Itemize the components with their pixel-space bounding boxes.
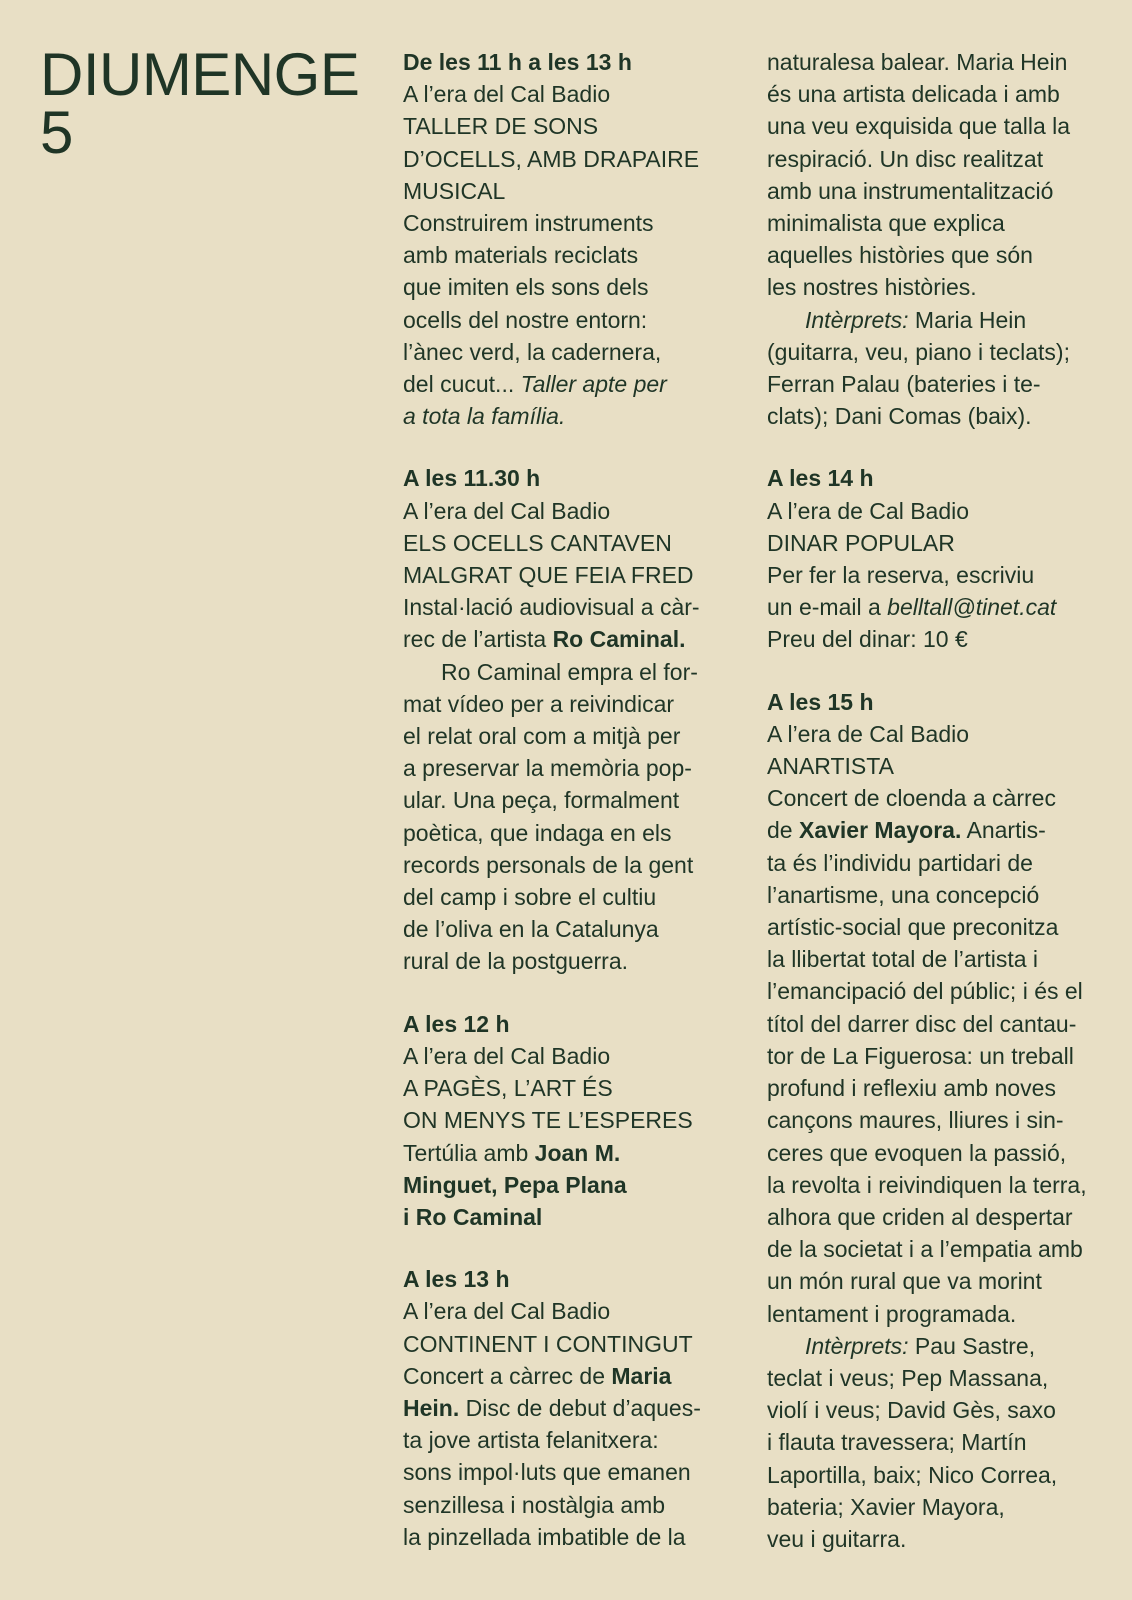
event-description: ceres que evoquen la passió, <box>767 1139 1067 1166</box>
event-description: cançons maures, lliures i sin- <box>767 1107 1064 1134</box>
performers-text: veu i guitarra. <box>767 1525 907 1552</box>
event-description: l’anartisme, una concepció <box>767 881 1040 908</box>
performers-text: Maria Hein <box>908 306 1027 333</box>
event-description: ta jove artista felanitxera: <box>403 1427 659 1454</box>
event-description: la pinzellada imbatible de la <box>403 1523 686 1550</box>
event-description: Construirem instruments <box>403 210 654 237</box>
event-time: A les 14 h <box>767 465 874 492</box>
performers <box>767 1330 1107 1362</box>
performers-text: Ferran Palau (bateries i te- <box>767 371 1041 398</box>
event-place: A l’era del Cal Badio <box>403 1042 611 1069</box>
event-description: Concert de cloenda a càrrec <box>767 785 1056 812</box>
event-description: a preservar la memòria pop- <box>403 755 692 782</box>
performers-label: Intèrprets: <box>805 306 909 333</box>
price-text: Preu del dinar: 10 € <box>767 626 968 653</box>
heading-day: DIUMENGE <box>40 41 360 108</box>
artist-name: Ro Caminal. <box>552 626 686 653</box>
event-ocells-cantaven <box>403 462 743 977</box>
event-dinar-popular <box>767 462 1107 655</box>
event-description: lentament i programada. <box>767 1300 1017 1327</box>
column-left <box>403 46 743 1583</box>
event-description: senzillesa i nostàlgia amb <box>403 1491 666 1518</box>
email-link[interactable]: belltall@tinet.cat <box>887 594 1057 621</box>
description-text: Disc de debut d’aques- <box>459 1394 701 1421</box>
event-title: TALLER DE SONS <box>403 113 599 140</box>
event-title: MUSICAL <box>403 177 506 204</box>
event-continent-continued <box>767 46 1107 432</box>
column-right <box>767 46 1107 1585</box>
event-description: títol del darrer disc del cantau- <box>767 1010 1077 1037</box>
event-place: A l’era de Cal Badio <box>767 720 970 747</box>
event-description <box>403 1392 743 1424</box>
event-description <box>403 368 743 400</box>
event-description: del camp i sobre el cultiu <box>403 884 657 911</box>
performers-text: i flauta travessera; Martín <box>767 1429 1027 1456</box>
event-title: ON MENYS TE L’ESPERES <box>403 1107 693 1134</box>
event-description: una veu exquisida que talla la <box>767 113 1071 140</box>
event-title: CONTINENT I CONTINGUT <box>403 1330 693 1357</box>
event-description: profund i reflexiu amb noves <box>767 1075 1056 1102</box>
event-description: amb materials reciclats <box>403 242 639 269</box>
performers-label: Intèrprets: <box>805 1332 909 1359</box>
event-time: A les 12 h <box>403 1010 510 1037</box>
performers <box>767 304 1107 336</box>
event-time: A les 15 h <box>767 688 874 715</box>
event-description: Instal·lació audiovisual a càr- <box>403 594 700 621</box>
performers-text: teclat i veus; Pep Massana, <box>767 1364 1049 1391</box>
artist-name: Hein. <box>403 1394 460 1421</box>
description-text: de <box>767 817 799 844</box>
event-taller-sons <box>403 46 743 432</box>
performers-text: clats); Dani Comas (baix). <box>767 403 1032 430</box>
event-description: Per fer la reserva, escriviu <box>767 562 1035 589</box>
description-text: Anartis- <box>961 817 1046 844</box>
artist-name: Minguet, Pepa Plana <box>403 1171 627 1198</box>
page-heading <box>40 41 360 166</box>
event-description <box>767 591 1107 623</box>
description-text: un e-mail a <box>767 594 888 621</box>
event-title: D’OCELLS, AMB DRAPAIRE <box>403 145 700 172</box>
event-description: tor de La Figuerosa: un treball <box>767 1042 1074 1069</box>
event-description <box>403 1137 743 1169</box>
event-description: minimalista que explica <box>767 210 1005 237</box>
event-place: A l’era del Cal Badio <box>403 81 611 108</box>
event-description: amb una instrumentalització <box>767 177 1054 204</box>
event-anartista <box>767 686 1107 1555</box>
event-title: A PAGÈS, L’ART ÉS <box>403 1075 613 1102</box>
artist-name: i Ro Caminal <box>403 1203 543 1230</box>
description-text: Tertúlia amb <box>403 1139 535 1166</box>
event-description: de l’oliva en la Catalunya <box>403 916 659 943</box>
event-description <box>767 814 1107 846</box>
event-description: poètica, que indaga en els <box>403 819 672 846</box>
performers-text: (guitarra, veu, piano i teclats); <box>767 338 1070 365</box>
event-description: és una artista delicada i amb <box>767 81 1060 108</box>
event-description: la revolta i reivindiquen la terra, <box>767 1171 1087 1198</box>
event-description: la llibertat total de l’artista i <box>767 946 1039 973</box>
event-description: sons impol·luts que emanen <box>403 1459 691 1486</box>
performers-text: bateria; Xavier Mayora, <box>767 1493 1005 1520</box>
event-description: el relat oral com a mitjà per <box>403 723 681 750</box>
event-description: records personals de la gent <box>403 851 694 878</box>
event-title: ELS OCELLS CANTAVEN <box>403 529 672 556</box>
heading-number: 5 <box>40 99 73 166</box>
event-description: artístic-social que preconitza <box>767 914 1059 941</box>
artist-name: Joan M. <box>534 1139 621 1166</box>
description-text: rec de l’artista <box>403 626 553 653</box>
event-place: A l’era de Cal Badio <box>767 497 970 524</box>
event-description: l’emancipació del públic; i és el <box>767 978 1083 1005</box>
description-text: del cucut... <box>403 371 521 398</box>
event-time: A les 11.30 h <box>403 465 541 492</box>
event-description: l’ànec verd, la cadernera, <box>403 338 662 365</box>
event-description: que imiten els sons dels <box>403 274 649 301</box>
performers-text: Pau Sastre, <box>908 1332 1036 1359</box>
event-description: naturalesa balear. Maria Hein <box>767 49 1068 75</box>
description-note: Taller apte per <box>520 371 667 398</box>
event-title: MALGRAT QUE FEIA FRED <box>403 562 694 589</box>
event-a-pages <box>403 1008 743 1233</box>
event-description: les nostres històries. <box>767 274 977 301</box>
event-description: ta és l’individu partidari de <box>767 849 1033 876</box>
description-note: a tota la família. <box>403 403 566 430</box>
event-description: mat vídeo per a reivindicar <box>403 690 675 717</box>
event-time: A les 13 h <box>403 1266 510 1293</box>
event-description: un món rural que va morint <box>767 1268 1042 1295</box>
artist-name: Maria <box>611 1362 672 1389</box>
event-place: A l’era del Cal Badio <box>403 1298 611 1325</box>
event-description: respiració. Un disc realitzat <box>767 145 1044 172</box>
event-title: ANARTISTA <box>767 753 894 780</box>
event-description <box>403 1360 743 1392</box>
event-time: De les 11 h a les 13 h <box>403 49 632 75</box>
event-description: Ro Caminal empra el for- <box>441 658 698 685</box>
event-title: DINAR POPULAR <box>767 529 955 556</box>
event-description: de la societat i a l’empatia amb <box>767 1236 1083 1263</box>
description-text: Concert a càrrec de <box>403 1362 612 1389</box>
performers-text: Laportilla, baix; Nico Correa, <box>767 1461 1058 1488</box>
performers-text: violí i veus; David Gès, saxo <box>767 1397 1056 1424</box>
event-description: alhora que criden al despertar <box>767 1203 1073 1230</box>
event-description: ocells del nostre entorn: <box>403 306 648 333</box>
event-continent <box>403 1263 743 1553</box>
artist-name: Xavier Mayora. <box>798 817 962 844</box>
event-description: aquelles històries que són <box>767 242 1033 269</box>
event-description <box>403 623 743 655</box>
event-description: ular. Una peça, formalment <box>403 787 680 814</box>
event-place: A l’era del Cal Badio <box>403 497 611 524</box>
event-description: rural de la postguerra. <box>403 948 629 975</box>
